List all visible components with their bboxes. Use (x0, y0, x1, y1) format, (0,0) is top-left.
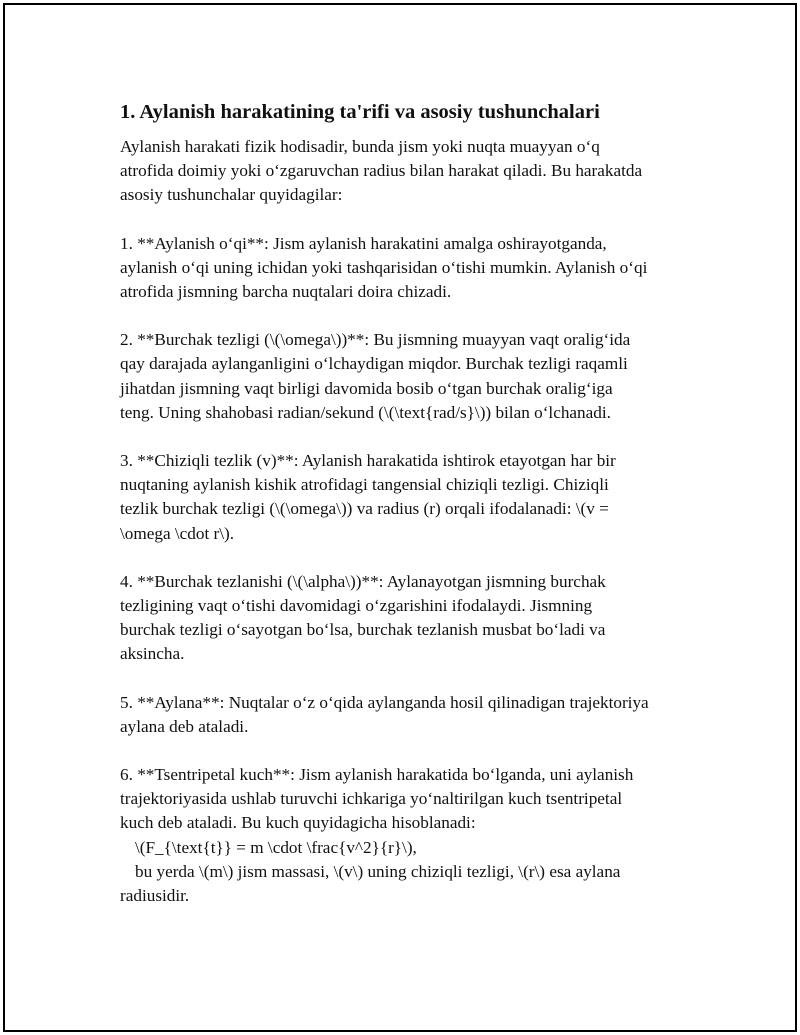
text-line: atrofida jismning barcha nuqtalari doira chizadi. (120, 282, 452, 302)
paragraph-intro (120, 135, 710, 208)
text-line: 5. **Aylana**: Nuqtalar o‘z o‘qida aylanganda hosil qilinadigan trajektoriya (120, 692, 649, 712)
text-line: bu yerda \(m\) jism massasi, \(v\) uning chiziqli tezligi, \(r\) esa aylana (135, 861, 621, 881)
section-heading: 1. Aylanish harakatining ta'rifi va asosiy tushunchalari (120, 101, 600, 123)
text-line: teng. Uning shahobasi radian/sekund (\(\text{rad/s}\)) bilan o‘lchanadi. (120, 402, 611, 422)
text-line: trajektoriyasida ushlab turuvchi ichkariga yo‘naltirilgan kuch tsentripetal (120, 789, 623, 809)
text-line: jihatdan jismning vaqt birligi davomida bosib o‘tgan burchak oralig‘iga (120, 378, 613, 398)
paragraph-item-5 (120, 691, 710, 739)
paragraph-item-3 (120, 449, 710, 546)
text-line: atrofida doimiy yoki o‘zgaruvchan radius bilan harakat qiladi. Bu harakatda (120, 161, 643, 181)
text-line: tezligining vaqt o‘tishi davomidagi o‘zgarishini ifodalaydi. Jismning (120, 596, 593, 616)
text-line: 3. **Chiziqli tezlik (v)**: Aylanish harakatida ishtirok etayotgan har bir (120, 451, 616, 471)
text-line: tezlik burchak tezligi (\(\omega\)) va radius (r) orqali ifodalanadi: \(v = (120, 499, 609, 519)
text-line: Aylanish harakati fizik hodisadir, bunda jism yoki nuqta muayyan o‘q (120, 137, 600, 156)
text-line: asosiy tushunchalar quyidagilar: (120, 185, 343, 205)
text-line: aksincha. (120, 644, 185, 664)
paragraph-item-4 (120, 570, 710, 667)
text-line: nuqtaning aylanish kishik atrofidagi tangensial chiziqli tezligi. Chiziqli (120, 475, 609, 495)
text-line: \omega \cdot r\). (120, 523, 235, 543)
paragraph-item-1 (120, 232, 710, 305)
text-line: qay darajada aylanganligini o‘lchaydigan miqdor. Burchak tezligi raqamli (120, 354, 628, 374)
formula-line: \(F_{\text{t}} = m \cdot \frac{v^2}{r}\), (135, 837, 417, 857)
text-line: kuch deb ataladi. Bu kuch quyidagicha hisoblanadi: (120, 813, 476, 833)
page-frame (3, 3, 797, 1032)
document-body (120, 99, 710, 932)
paragraph-item-6 (120, 763, 710, 908)
text-line: aylanish o‘qi uning ichidan yoki tashqarisidan o‘tishi mumkin. Aylanish o‘qi (120, 257, 648, 277)
text-line: 6. **Tsentripetal kuch**: Jism aylanish harakatida bo‘lganda, uni aylanish (120, 765, 634, 785)
text-line: 1. **Aylanish o‘qi**: Jism aylanish harakatini amalga oshirayotganda, (120, 233, 607, 253)
text-line: 2. **Burchak tezligi (\(\omega\))**: Bu jismning muayyan vaqt oralig‘ida (120, 330, 631, 350)
text-line: radiusidir. (120, 886, 190, 906)
text-line: aylana deb ataladi. (120, 716, 249, 736)
text-line: burchak tezligi o‘sayotgan bo‘lsa, burchak tezlanish musbat bo‘ladi va (120, 620, 606, 640)
paragraph-item-2 (120, 328, 710, 425)
text-line: 4. **Burchak tezlanishi (\(\alpha\))**: Aylanayotgan jismning burchak (120, 571, 606, 591)
